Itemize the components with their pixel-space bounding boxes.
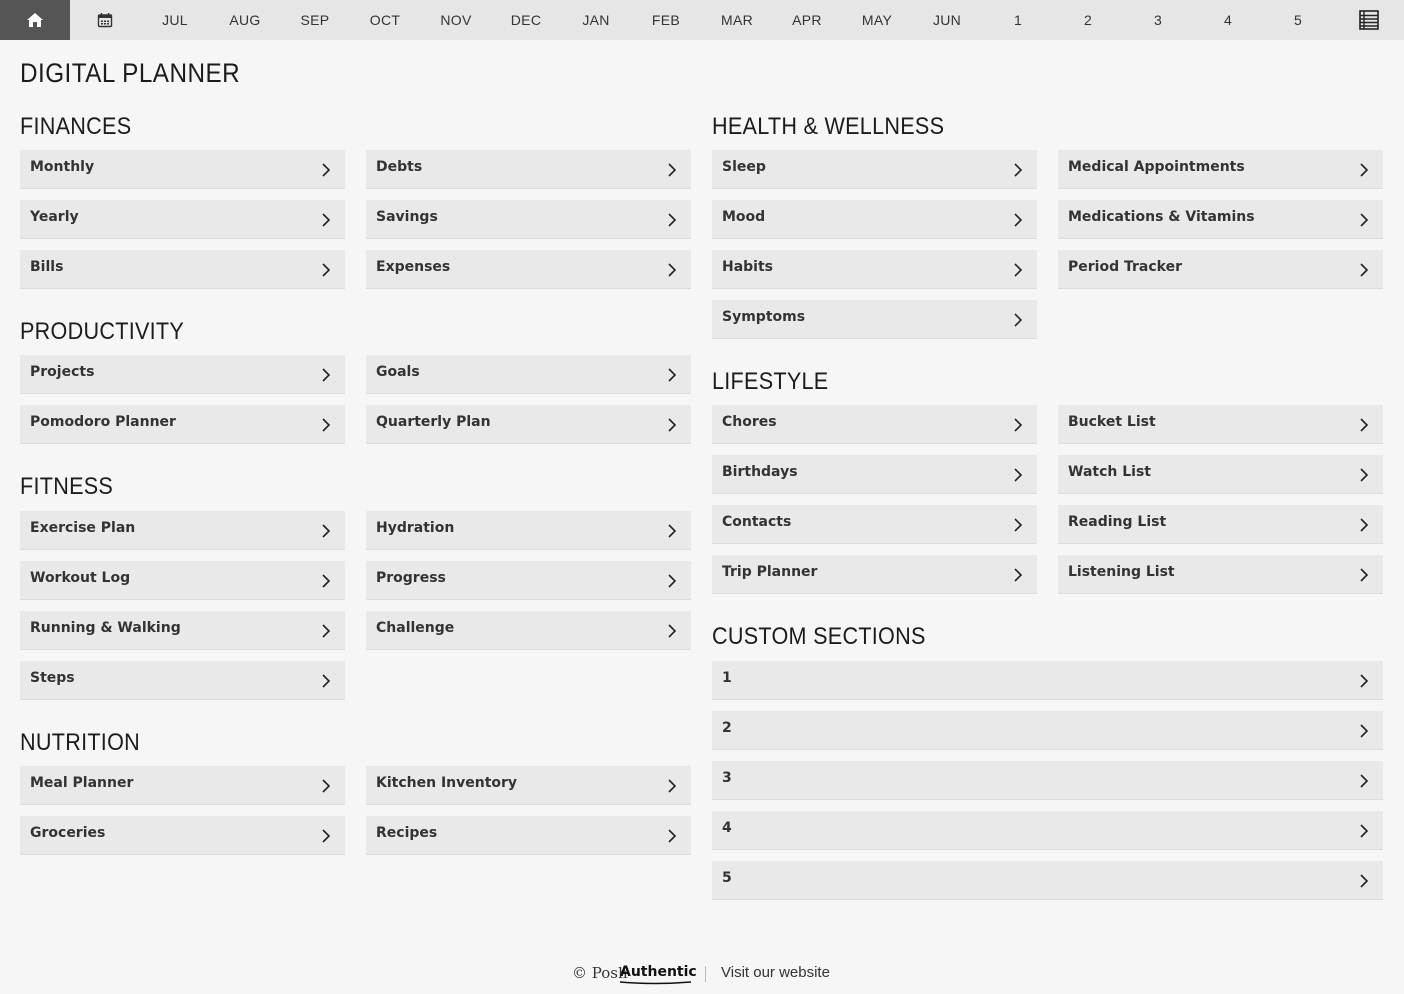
chevron-right-icon [321, 417, 331, 433]
nav-month-nov[interactable]: NOV [440, 12, 472, 28]
top-nav [0, 0, 1404, 40]
chevron-right-icon [1359, 467, 1369, 483]
link-label: Bills [30, 259, 64, 275]
link-contacts[interactable] [712, 505, 1037, 544]
nav-month-jul[interactable]: JUL [162, 12, 188, 28]
brand-swoosh-icon [620, 981, 691, 985]
nav-month-jan[interactable]: JAN [582, 12, 610, 28]
list-icon [1359, 10, 1379, 30]
nav-custom-3[interactable]: 3 [1153, 12, 1163, 28]
link-label: Contacts [722, 514, 792, 530]
link-label: Goals [376, 364, 420, 380]
chevron-right-icon [1359, 517, 1369, 533]
link-label: Symptoms [722, 309, 806, 325]
link-label: Chores [722, 414, 777, 430]
link-progress[interactable] [366, 561, 691, 600]
link-label: Debts [376, 159, 423, 175]
link-label: Expenses [376, 259, 451, 275]
link-label: Birthdays [722, 464, 798, 480]
link-debts[interactable] [366, 150, 691, 189]
footer-website-link[interactable]: Visit our website [721, 964, 830, 981]
link-custom-3[interactable] [712, 761, 1383, 800]
nav-month-feb[interactable]: FEB [651, 12, 681, 28]
footer-copyright: © Posh [572, 964, 628, 982]
nav-list-button[interactable] [1334, 0, 1404, 40]
link-label: 5 [722, 870, 732, 886]
link-medications-vitamins[interactable] [1058, 200, 1383, 239]
footer-brand[interactable]: Authentic [620, 964, 697, 980]
link-label: Pomodoro Planner [30, 414, 176, 430]
link-symptoms[interactable] [712, 300, 1037, 339]
nav-month-sep[interactable]: SEP [300, 12, 330, 28]
nav-month-aug[interactable]: AUG [229, 12, 261, 28]
section-title-productivity: PRODUCTIVITY [20, 318, 185, 345]
link-label: Bucket List [1068, 414, 1156, 430]
link-mood[interactable] [712, 200, 1037, 239]
chevron-right-icon [1359, 162, 1369, 178]
link-meal-planner[interactable] [20, 766, 345, 805]
link-label: Yearly [30, 209, 79, 225]
link-quarterly-plan[interactable] [366, 405, 691, 444]
nav-custom-1[interactable]: 1 [1013, 12, 1023, 28]
link-listening-list[interactable] [1058, 555, 1383, 594]
link-label: Trip Planner [722, 564, 818, 580]
link-exercise-plan[interactable] [20, 511, 345, 550]
link-kitchen-inventory[interactable] [366, 766, 691, 805]
link-goals[interactable] [366, 355, 691, 394]
chevron-right-icon [321, 367, 331, 383]
link-label: Recipes [376, 825, 438, 841]
link-yearly[interactable] [20, 200, 345, 239]
link-label: Reading List [1068, 514, 1167, 530]
chevron-right-icon [1359, 567, 1369, 583]
section-title-nutrition: NUTRITION [20, 729, 141, 756]
chevron-right-icon [667, 828, 677, 844]
link-label: Meal Planner [30, 775, 134, 791]
link-label: Steps [30, 670, 75, 686]
page-title: DIGITAL PLANNER [20, 58, 241, 88]
link-label: Medications & Vitamins [1068, 209, 1255, 225]
link-label: Sleep [722, 159, 766, 175]
link-label: Mood [722, 209, 766, 225]
chevron-right-icon [1013, 162, 1023, 178]
nav-home-button[interactable] [0, 0, 70, 40]
link-pomodoro-planner[interactable] [20, 405, 345, 444]
chevron-right-icon [1013, 212, 1023, 228]
link-sleep[interactable] [712, 150, 1037, 189]
nav-custom-5[interactable]: 5 [1293, 12, 1303, 28]
chevron-right-icon [321, 673, 331, 689]
chevron-right-icon [1359, 823, 1369, 839]
chevron-right-icon [1359, 417, 1369, 433]
section-title-fitness: FITNESS [20, 473, 114, 500]
nav-month-jun[interactable]: JUN [932, 12, 962, 28]
section-title-lifestyle: LIFESTYLE [712, 368, 829, 395]
link-custom-4[interactable] [712, 811, 1383, 850]
chevron-right-icon [1359, 262, 1369, 278]
link-medical-appointments[interactable] [1058, 150, 1383, 189]
nav-month-apr[interactable]: APR [792, 12, 822, 28]
section-title-health: HEALTH & WELLNESS [712, 113, 945, 140]
chevron-right-icon [667, 262, 677, 278]
chevron-right-icon [1359, 673, 1369, 689]
link-label: 1 [722, 670, 732, 686]
link-trip-planner[interactable] [712, 555, 1037, 594]
chevron-right-icon [321, 162, 331, 178]
chevron-right-icon [667, 623, 677, 639]
link-workout-log[interactable] [20, 561, 345, 600]
chevron-right-icon [1013, 467, 1023, 483]
link-label: Kitchen Inventory [376, 775, 518, 791]
link-label: 3 [722, 770, 732, 786]
link-watch-list[interactable] [1058, 455, 1383, 494]
link-custom-1[interactable] [712, 661, 1383, 700]
nav-calendar-button[interactable] [70, 0, 140, 40]
link-label: Progress [376, 570, 446, 586]
link-label: Quarterly Plan [376, 414, 491, 430]
section-title-finances: FINANCES [20, 113, 132, 140]
link-savings[interactable] [366, 200, 691, 239]
link-label: Workout Log [30, 570, 131, 586]
chevron-right-icon [321, 573, 331, 589]
link-steps[interactable] [20, 661, 345, 700]
chevron-right-icon [321, 778, 331, 794]
chevron-right-icon [667, 212, 677, 228]
nav-custom-4[interactable]: 4 [1223, 12, 1233, 28]
link-label: Projects [30, 364, 95, 380]
chevron-right-icon [1359, 873, 1369, 889]
link-monthly[interactable] [20, 150, 345, 189]
link-label: 2 [722, 720, 732, 736]
footer [0, 960, 1404, 986]
nav-month-may[interactable]: MAY [861, 12, 893, 28]
chevron-right-icon [1013, 517, 1023, 533]
chevron-right-icon [321, 212, 331, 228]
calendar-icon [97, 12, 113, 28]
link-recipes[interactable] [366, 816, 691, 855]
link-birthdays[interactable] [712, 455, 1037, 494]
nav-custom-2[interactable]: 2 [1083, 12, 1093, 28]
chevron-right-icon [1013, 417, 1023, 433]
link-running-walking[interactable] [20, 611, 345, 650]
chevron-right-icon [667, 417, 677, 433]
section-title-custom: CUSTOM SECTIONS [712, 623, 926, 650]
link-label: Groceries [30, 825, 106, 841]
chevron-right-icon [667, 778, 677, 794]
chevron-right-icon [1013, 567, 1023, 583]
nav-month-mar[interactable]: MAR [720, 12, 753, 28]
link-projects[interactable] [20, 355, 345, 394]
link-label: Hydration [376, 520, 455, 536]
chevron-right-icon [1013, 262, 1023, 278]
chevron-right-icon [667, 523, 677, 539]
link-label: Period Tracker [1068, 259, 1182, 275]
chevron-right-icon [321, 623, 331, 639]
chevron-right-icon [667, 367, 677, 383]
chevron-right-icon [1359, 212, 1369, 228]
chevron-right-icon [321, 828, 331, 844]
chevron-right-icon [1359, 773, 1369, 789]
link-label: Running & Walking [30, 620, 181, 636]
chevron-right-icon [1359, 723, 1369, 739]
link-label: Watch List [1068, 464, 1151, 480]
chevron-right-icon [321, 262, 331, 278]
chevron-right-icon [321, 523, 331, 539]
link-habits[interactable] [712, 250, 1037, 289]
link-challenge[interactable] [366, 611, 691, 650]
link-bucket-list[interactable] [1058, 405, 1383, 444]
link-label: Challenge [376, 620, 455, 636]
nav-month-oct[interactable]: OCT [369, 12, 401, 28]
nav-month-dec[interactable]: DEC [510, 12, 542, 28]
link-label: Monthly [30, 159, 95, 175]
chevron-right-icon [1013, 312, 1023, 328]
link-reading-list[interactable] [1058, 505, 1383, 544]
footer-divider [705, 966, 706, 982]
link-bills[interactable] [20, 250, 345, 289]
link-label: Habits [722, 259, 774, 275]
chevron-right-icon [667, 162, 677, 178]
link-expenses[interactable] [366, 250, 691, 289]
chevron-right-icon [667, 573, 677, 589]
link-custom-5[interactable] [712, 861, 1383, 900]
link-label: Savings [376, 209, 438, 225]
home-icon [26, 12, 44, 28]
link-custom-2[interactable] [712, 711, 1383, 750]
link-chores[interactable] [712, 405, 1037, 444]
link-period-tracker[interactable] [1058, 250, 1383, 289]
link-groceries[interactable] [20, 816, 345, 855]
link-label: Exercise Plan [30, 520, 136, 536]
link-hydration[interactable] [366, 511, 691, 550]
link-label: 4 [722, 820, 732, 836]
link-label: Medical Appointments [1068, 159, 1245, 175]
link-label: Listening List [1068, 564, 1175, 580]
